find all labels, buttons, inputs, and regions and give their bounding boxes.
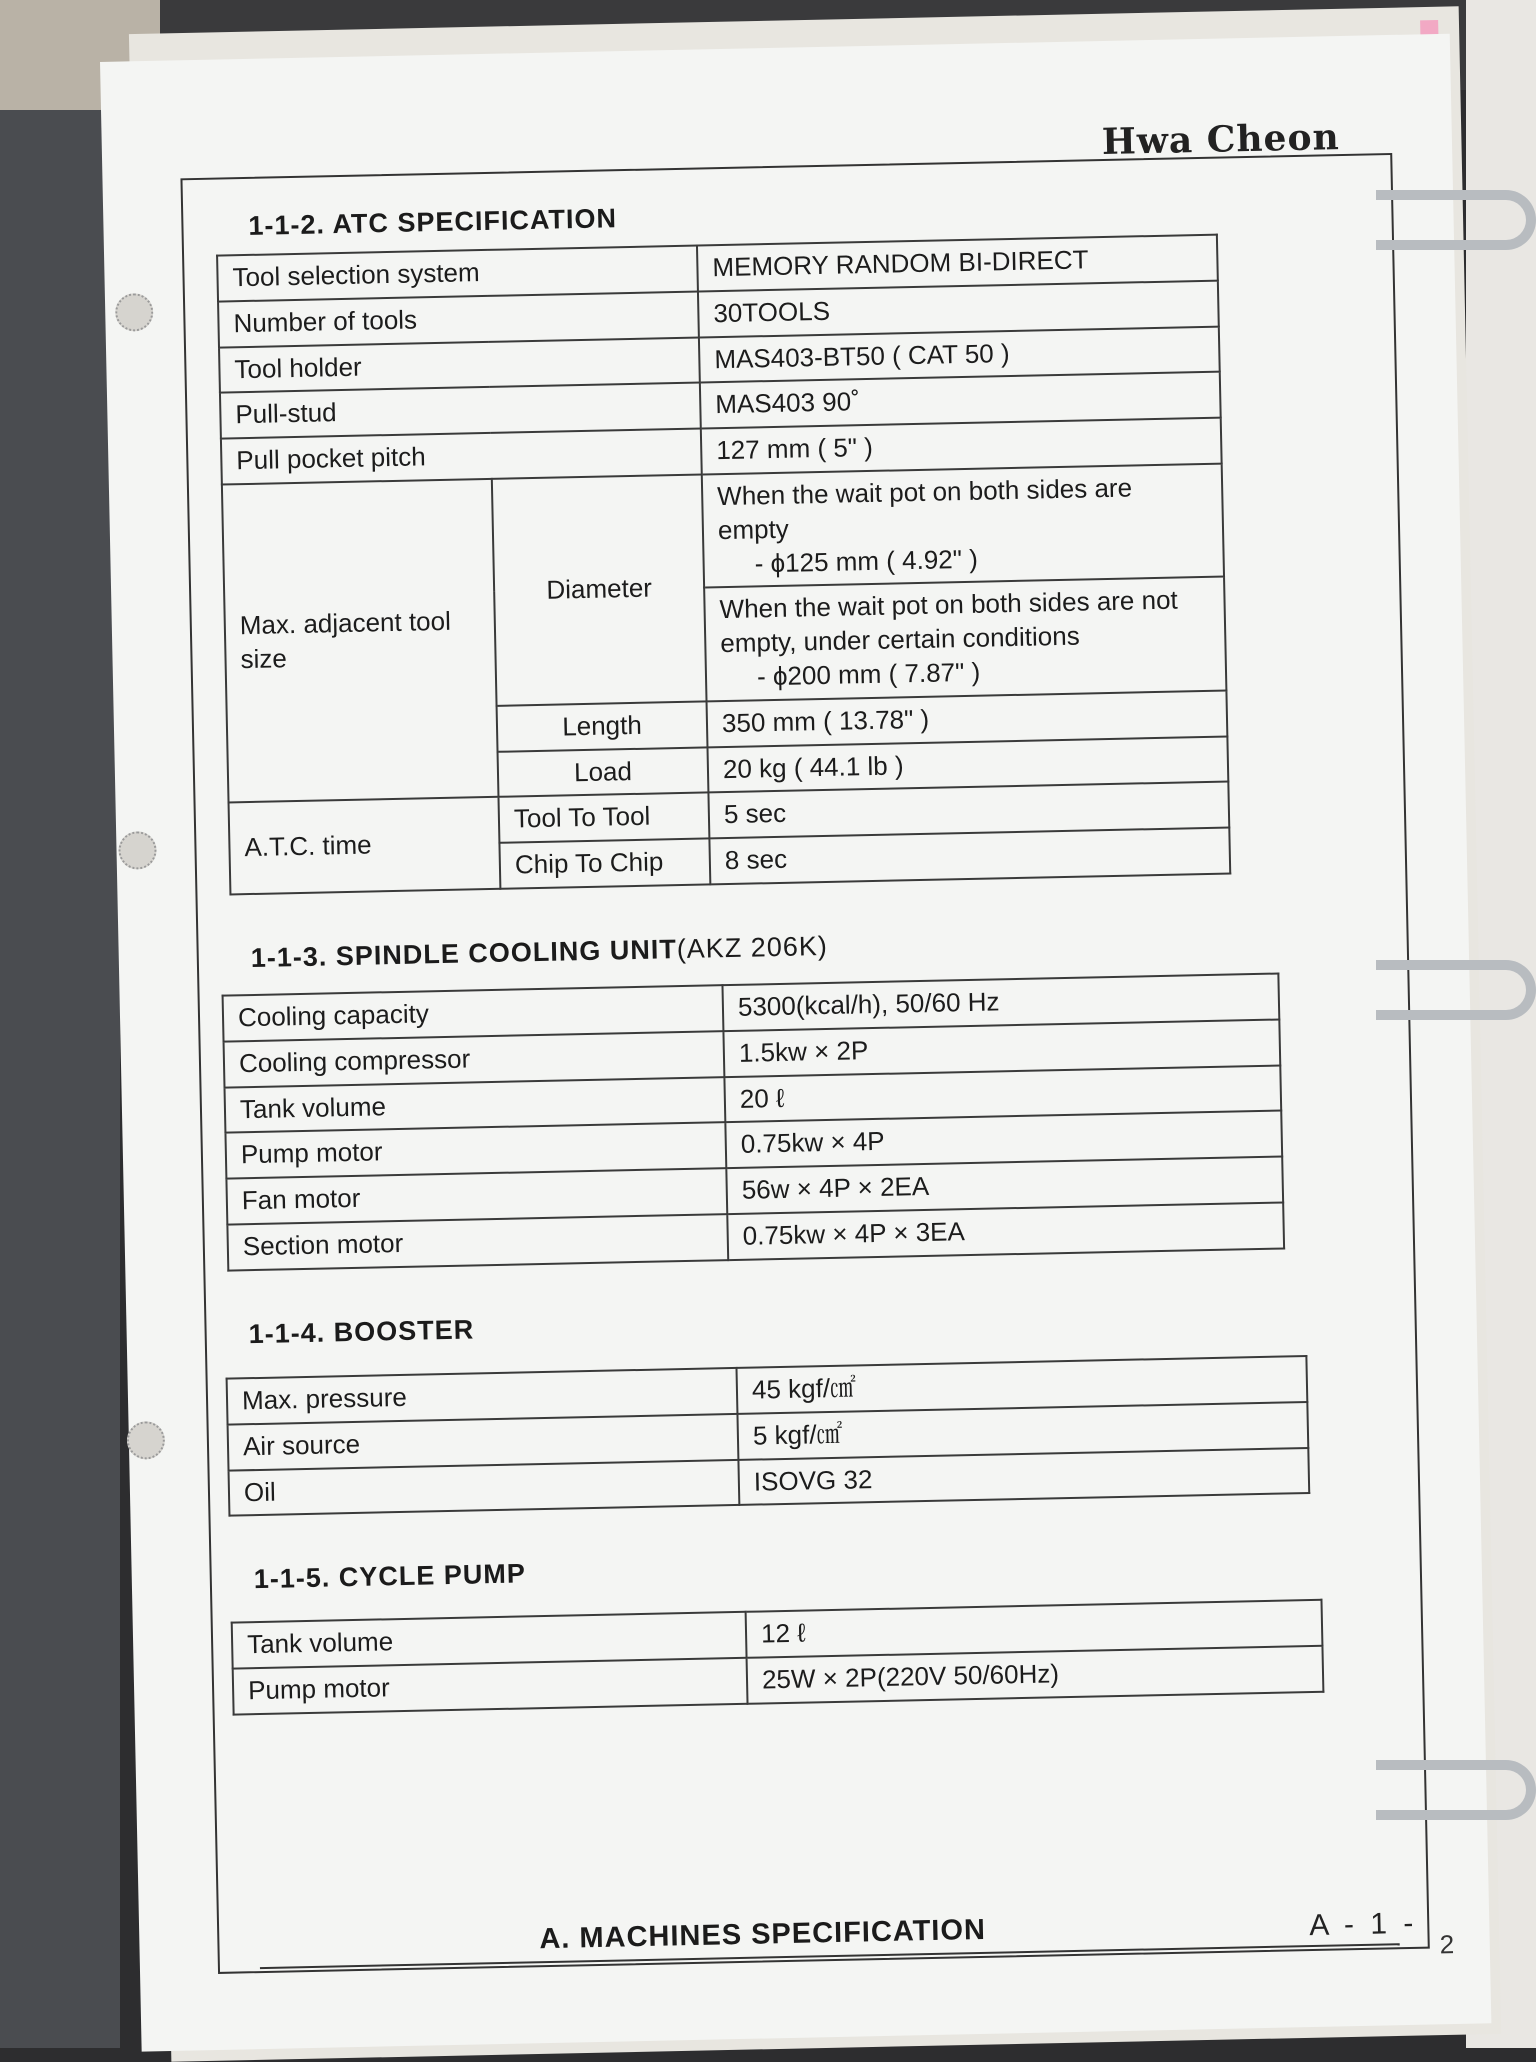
load-value: 20 kg ( 44.1 lb ) bbox=[707, 736, 1228, 793]
diameter-empty-cell bbox=[702, 464, 1224, 588]
booster-label: Max. pressure bbox=[227, 1368, 738, 1424]
atc-label: Tool holder bbox=[219, 337, 700, 393]
cooling-table bbox=[222, 973, 1286, 1272]
cooling-label: Cooling compressor bbox=[224, 1031, 725, 1087]
chip-to-chip-value: 8 sec bbox=[709, 828, 1230, 885]
chip-to-chip-label: Chip To Chip bbox=[499, 839, 710, 889]
booster-label: Oil bbox=[229, 1460, 740, 1516]
booster-label: Air source bbox=[228, 1414, 739, 1470]
punch-hole-top bbox=[115, 293, 154, 332]
cooling-value: 0.75kw × 4P × 3EA bbox=[727, 1202, 1284, 1259]
punch-hole-middle bbox=[118, 831, 157, 870]
cycle-pump-title: 1-1-5. CYCLE PUMP bbox=[253, 1558, 527, 1595]
cooling-value: 0.75kw × 4P bbox=[725, 1111, 1282, 1168]
cycle-pump-value: 12 ℓ bbox=[746, 1600, 1323, 1658]
binder-ring-top bbox=[1376, 190, 1536, 250]
cooling-label: Cooling capacity bbox=[223, 985, 724, 1041]
atc-value: 30TOOLS bbox=[698, 280, 1219, 337]
atc-value: MAS403 90˚ bbox=[700, 372, 1221, 429]
page-number: A - 1 - bbox=[1308, 1906, 1418, 1943]
booster-value: ISOVG 32 bbox=[738, 1448, 1309, 1506]
load-label: Load bbox=[498, 747, 709, 797]
footer-section-title: A. MACHINES SPECIFICATION bbox=[539, 1913, 987, 1956]
booster-table bbox=[226, 1355, 1311, 1517]
atc-value: 127 mm ( 5" ) bbox=[701, 418, 1222, 475]
diameter-not-empty-cell bbox=[704, 577, 1226, 701]
booster-title: 1-1-4. BOOSTER bbox=[248, 1314, 475, 1350]
cooling-value: 56w × 4P × 2EA bbox=[726, 1157, 1283, 1214]
brand-name: Hwa Cheon bbox=[1101, 116, 1341, 164]
atc-value: MAS403-BT50 ( CAT 50 ) bbox=[699, 326, 1220, 383]
cycle-pump-label: Pump motor bbox=[233, 1658, 748, 1715]
booster-value: 5 kgf/㎠ bbox=[737, 1402, 1308, 1460]
atc-label: Tool selection system bbox=[217, 246, 698, 302]
diameter-not-empty-value: - ϕ200 mm ( 7.87" ) bbox=[756, 656, 981, 692]
cooling-value: 1.5kw × 2P bbox=[723, 1019, 1280, 1076]
diameter-label: Diameter bbox=[492, 474, 707, 705]
cooling-title-suffix: (AKZ 206K) bbox=[676, 930, 829, 965]
document-page bbox=[100, 34, 1491, 2052]
tool-to-tool-label: Tool To Tool bbox=[498, 793, 709, 843]
cooling-label: Tank volume bbox=[224, 1077, 725, 1133]
cooling-value: 20 ℓ bbox=[724, 1065, 1281, 1122]
cooling-label: Section motor bbox=[227, 1214, 728, 1270]
diameter-empty-text: When the wait pot on both sides are empty bbox=[716, 472, 1133, 545]
atc-label: Pull-stud bbox=[220, 383, 701, 439]
cooling-value: 5300(kcal/h), 50/60 Hz bbox=[722, 974, 1279, 1031]
max-tool-label: Max. adjacent tool size bbox=[222, 479, 499, 803]
atc-label: Number of tools bbox=[218, 291, 699, 347]
length-label: Length bbox=[497, 701, 708, 751]
atc-title: 1-1-2. ATC SPECIFICATION bbox=[248, 203, 618, 241]
cycle-pump-value: 25W × 2P(220V 50/60Hz) bbox=[747, 1646, 1324, 1704]
cooling-label: Pump motor bbox=[225, 1123, 726, 1179]
binder-ring-middle bbox=[1376, 960, 1536, 1020]
atc-value: MEMORY RANDOM BI-DIRECT bbox=[697, 235, 1218, 292]
cooling-label: Fan motor bbox=[226, 1168, 727, 1224]
atc-time-label: A.T.C. time bbox=[229, 797, 501, 894]
diameter-not-empty-text: When the wait pot on both sides are not empty, under certain conditions bbox=[719, 584, 1179, 659]
atc-label: Pull pocket pitch bbox=[221, 429, 702, 485]
cycle-pump-label: Tank volume bbox=[232, 1612, 747, 1669]
tool-to-tool-value: 5 sec bbox=[708, 782, 1229, 839]
atc-table bbox=[216, 234, 1231, 896]
booster-value: 45 kgf/㎠ bbox=[736, 1356, 1307, 1414]
length-value: 350 mm ( 13.78" ) bbox=[707, 690, 1228, 747]
table-row bbox=[222, 464, 1224, 598]
page-number-suffix: 2 bbox=[1439, 1929, 1455, 1960]
binder-ring-bottom bbox=[1376, 1760, 1536, 1820]
diameter-empty-value: - ϕ125 mm ( 4.92" ) bbox=[754, 543, 979, 578]
cooling-title-main: 1-1-3. SPINDLE COOLING UNIT bbox=[250, 934, 678, 974]
background-desk-left bbox=[0, 0, 120, 2048]
punch-hole-bottom bbox=[126, 1421, 165, 1460]
